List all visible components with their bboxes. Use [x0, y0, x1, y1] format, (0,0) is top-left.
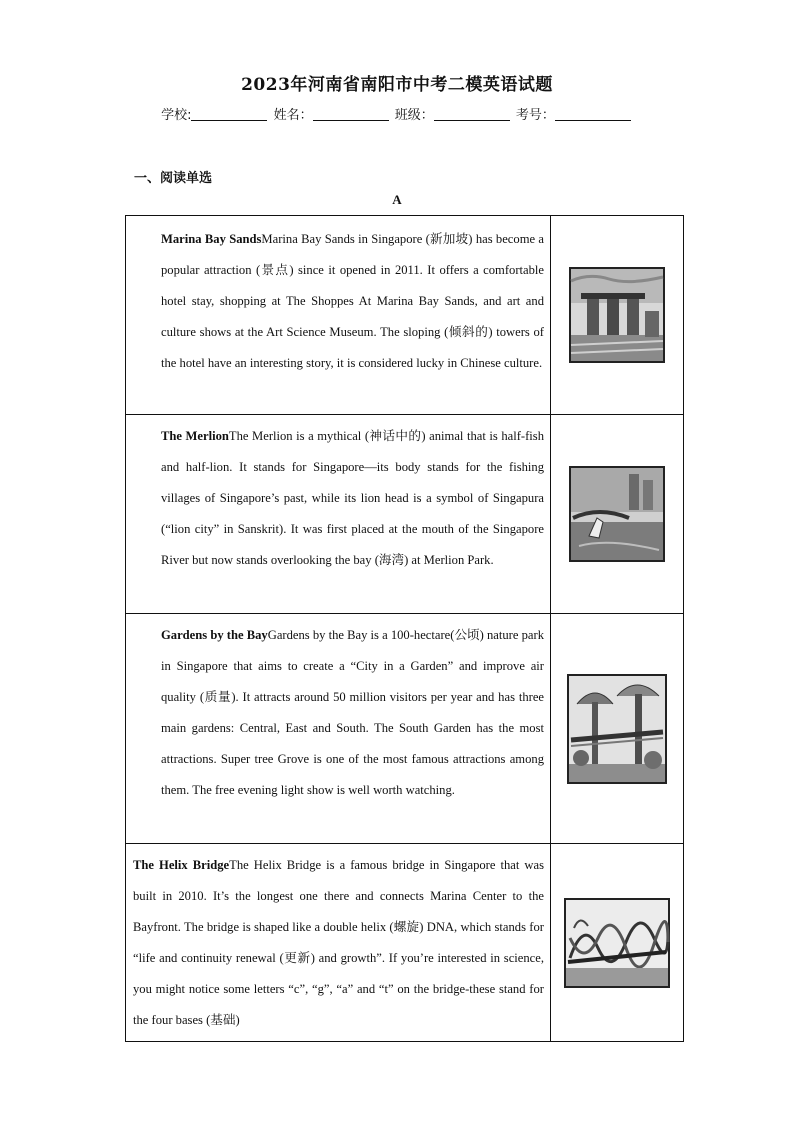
name-blank[interactable] — [313, 108, 389, 121]
helix-bridge-photo-icon — [564, 898, 670, 988]
part-label: A — [392, 192, 402, 207]
class-label: 班级： — [394, 108, 434, 123]
passage-body: The Merlion is a mythical (神话中的) animal that is half-fish and half-lion. It stands for Singapore—its body stands for the fishing villages of Singapore’s past, while its lion head is a symbol of Singapura (“lion city” in Sanskrit). It was first placed at the mouth of the Singapore River but now stands overlooking the bay (海湾) at Merlion Park. — [161, 429, 544, 567]
table-row — [126, 614, 684, 844]
passage-cell — [126, 415, 551, 614]
table-row — [126, 216, 684, 415]
passage-body: Marina Bay Sands in Singapore (新加坡) has become a popular attraction (景点) since it opened in 2011. It offers a comfortable hotel stay, shopping at The Shoppes At Marina Bay Sands, and art and culture shows at the Art Science Museum. The sloping (倾斜的) towers of the hotel have an interesting story, it is considered lucky in Chinese culture. — [161, 232, 544, 370]
section-title: 一、阅读单选 — [134, 171, 213, 186]
passage-heading: Gardens by the Bay — [161, 628, 268, 642]
passage-cell — [126, 614, 551, 844]
passage-table — [125, 215, 684, 1042]
passage-text — [133, 415, 544, 576]
supertree-grove-photo-icon — [567, 674, 667, 784]
school-label: 学校: — [161, 108, 192, 123]
passage-heading: The Helix Bridge — [133, 858, 230, 872]
image-cell — [551, 844, 684, 1042]
name-label: 姓名： — [273, 108, 313, 123]
passage-body: The Helix Bridge is a famous bridge in Singapore that was built in 2010. It’s the longest one there and connects Marina Center to the Bayfront. The bridge is shaped like a double helix (螺旋) DNA, which stands for “life and continuity renewal (更新) and growth”. If you’re interested in science, you might notice some letters “c”, “g”, “a” and “t” on the bridge-these stand for the four bases (基础) — [133, 858, 545, 1027]
table-row — [126, 844, 684, 1042]
table-row — [126, 415, 684, 614]
passage-text — [133, 844, 544, 1036]
passage-cell — [126, 216, 551, 415]
passage-text — [133, 216, 544, 379]
class-blank[interactable] — [434, 108, 510, 121]
merlion-photo-icon — [569, 466, 665, 562]
image-cell — [551, 415, 684, 614]
exam-number-blank[interactable] — [555, 108, 631, 121]
exam-number-label: 考号： — [515, 108, 555, 123]
passage-body: Gardens by the Bay is a 100-hectare(公顷) nature park in Singapore that aims to create a “City in a Garden” and improve air quality (质量). It attracts around 50 million visitors per year and has three main gardens: Central, East and South. The South Garden has the most attractions. Super tree Grove is one of the most famous attractions among them. The free evening light show is well worth watching. — [161, 628, 544, 797]
image-cell — [551, 216, 684, 415]
student-info-line — [0, 104, 794, 123]
school-blank[interactable] — [191, 108, 267, 121]
passage-cell — [126, 844, 551, 1042]
passage-text — [133, 614, 544, 806]
marina-bay-sands-photo-icon — [569, 267, 665, 363]
image-cell — [551, 614, 684, 844]
page-title: 2023年河南省南阳市中考二模英语试题 — [241, 75, 553, 95]
passage-heading: The Merlion — [161, 429, 229, 443]
passage-heading: Marina Bay Sands — [161, 232, 262, 246]
